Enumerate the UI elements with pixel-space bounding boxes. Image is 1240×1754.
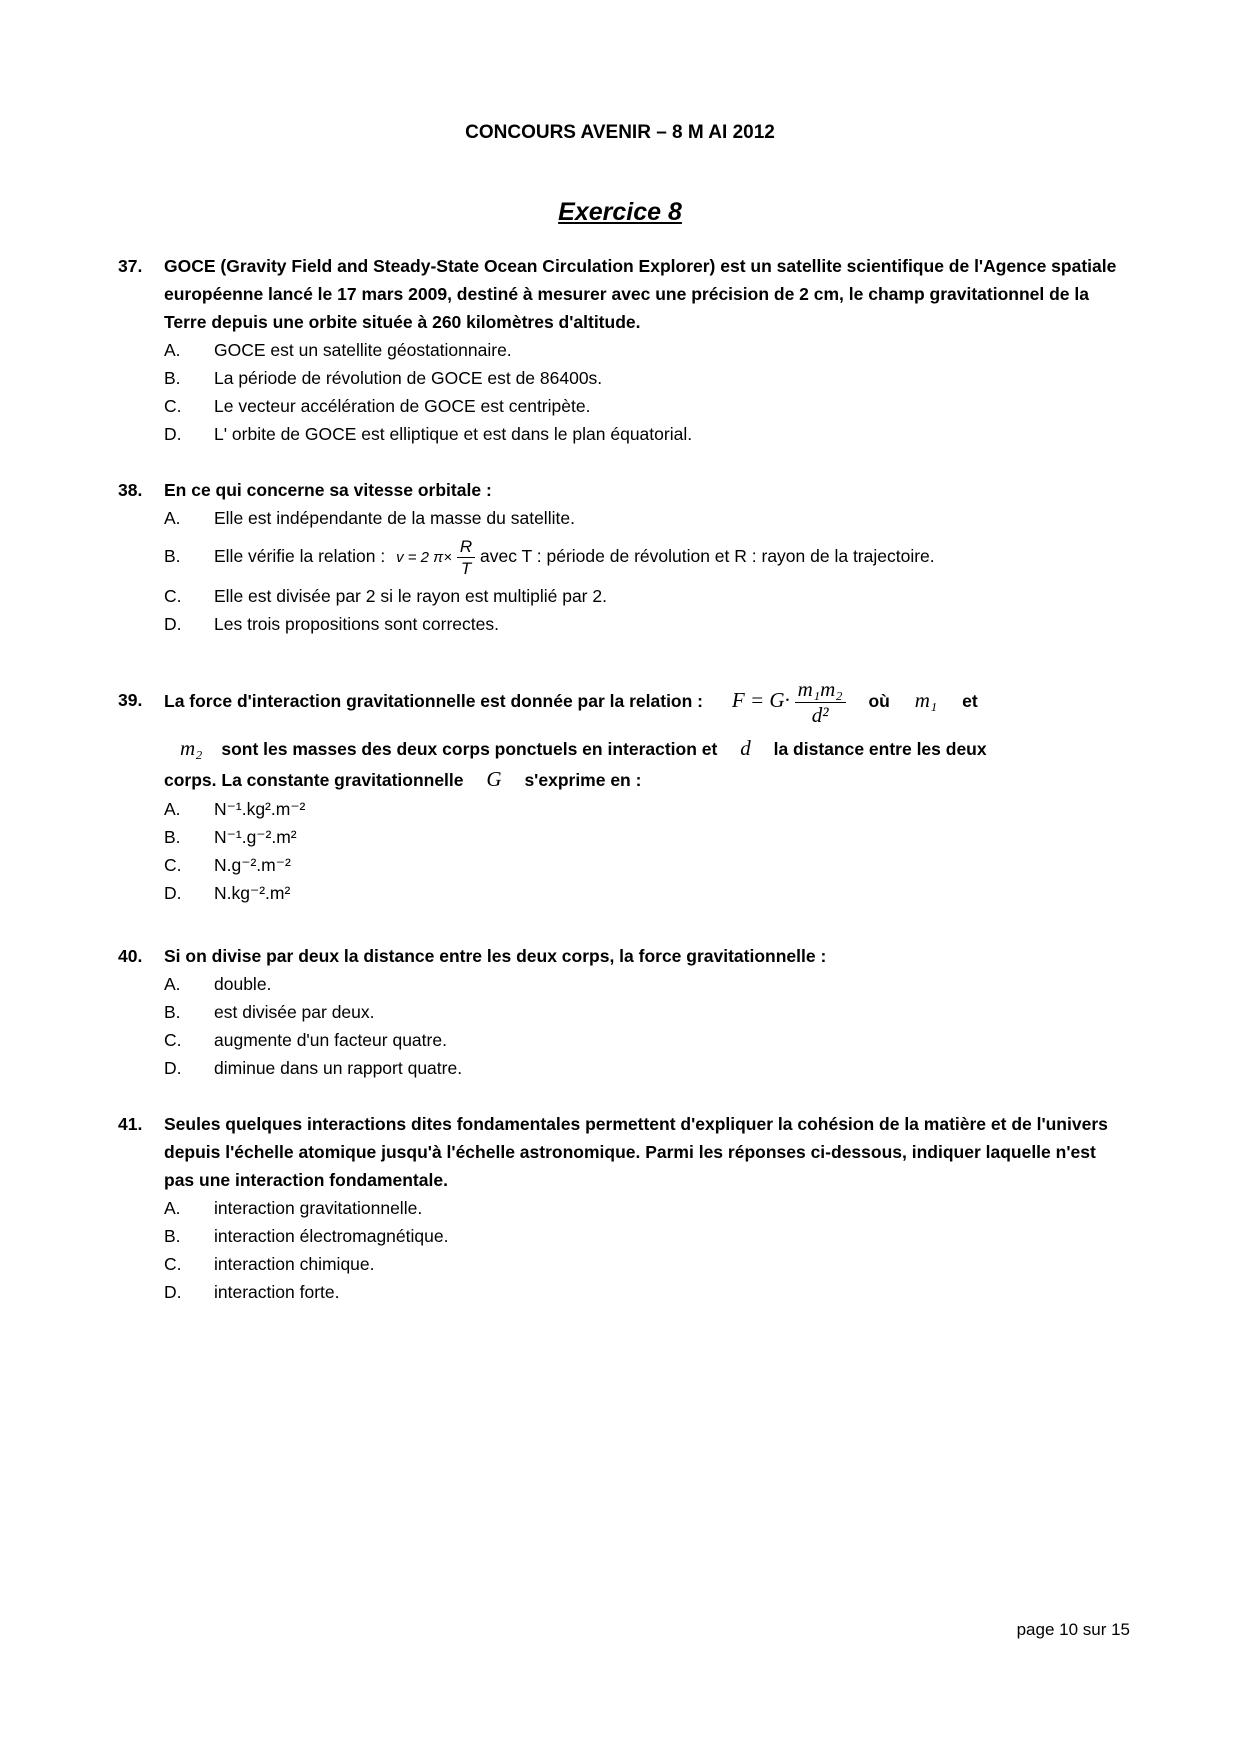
question-39: [118, 672, 1128, 907]
option-text: interaction électromagnétique.: [214, 1226, 449, 1246]
option-text: N⁻¹.kg².m⁻²: [214, 799, 306, 819]
option-letter: B.: [164, 368, 181, 388]
question-number: 39.: [118, 690, 143, 710]
option-text: N⁻¹.g⁻².m²: [214, 827, 297, 847]
option-letter: A.: [164, 340, 181, 360]
option-text: L' orbite de GOCE est elliptique et est dans le plan équatorial.: [214, 424, 693, 444]
option-a[interactable]: [118, 1194, 1128, 1222]
symbol-m2: m₂: [180, 736, 203, 760]
question-text: s'exprime en :: [524, 770, 642, 790]
question-37-stem: [118, 252, 1128, 336]
question-number: 40.: [118, 946, 143, 966]
question-number: 38.: [118, 480, 143, 500]
question-text: La force d'interaction gravitationnelle est donnée par la relation :: [164, 691, 703, 711]
option-letter: D.: [164, 614, 182, 634]
option-letter: D.: [164, 424, 182, 444]
option-letter: B.: [164, 546, 181, 566]
option-text-suffix: avec T : période de révolution et R : rayon de la trajectoire.: [480, 546, 935, 566]
option-d[interactable]: [118, 1278, 1128, 1306]
option-b[interactable]: [118, 364, 1128, 392]
option-letter: B.: [164, 827, 181, 847]
option-a[interactable]: [118, 795, 1128, 823]
question-number: 41.: [118, 1114, 143, 1134]
option-text: interaction chimique.: [214, 1254, 375, 1274]
option-letter: A.: [164, 1198, 181, 1218]
option-a[interactable]: [118, 336, 1128, 364]
option-letter: D.: [164, 1058, 182, 1078]
option-b[interactable]: [118, 823, 1128, 851]
text-ou: où: [868, 691, 890, 711]
option-text: Les trois propositions sont correctes.: [214, 614, 499, 634]
symbol-G: G: [486, 767, 502, 791]
option-text: Le vecteur accélération de GOCE est centripète.: [214, 396, 591, 416]
option-text-prefix: Elle vérifie la relation :: [214, 546, 386, 566]
question-40-stem: [118, 942, 1128, 970]
question-text: corps. La constante gravitationnelle: [164, 770, 464, 790]
option-letter: A.: [164, 508, 181, 528]
option-text: N.kg⁻².m²: [214, 883, 291, 903]
question-41-stem: [118, 1110, 1128, 1194]
question-38: [118, 476, 1128, 638]
option-a[interactable]: [118, 504, 1128, 532]
option-letter: C.: [164, 1254, 182, 1274]
option-d[interactable]: [118, 879, 1128, 907]
question-number: 37.: [118, 256, 143, 276]
question-41: [118, 1110, 1128, 1306]
option-b[interactable]: [118, 1222, 1128, 1250]
question-37: [118, 252, 1128, 448]
question-text: En ce qui concerne sa vitesse orbitale :: [164, 480, 492, 500]
symbol-d: d: [740, 736, 751, 760]
symbol-m1: m₁: [914, 688, 938, 712]
option-text: Elle est divisée par 2 si le rayon est multiplié par 2.: [214, 586, 607, 606]
option-letter: B.: [164, 1002, 181, 1022]
option-text: double.: [214, 974, 272, 994]
question-39-stem-line1: [118, 672, 1128, 729]
question-text: sont les masses des deux corps ponctuels en interaction et: [221, 739, 718, 759]
option-b[interactable]: [118, 998, 1128, 1026]
option-letter: C.: [164, 396, 182, 416]
option-letter: C.: [164, 586, 182, 606]
formula-denominator: T: [460, 558, 472, 578]
question-text: Seules quelques interactions dites fondamentales permettent d'expliquer la cohésion de la matière et de l'univers depuis l'échelle atomique jusqu'à l'échelle astronomique. Parmi les réponses ci-dessous, indiquer laquelle n'est pas une interaction fondamentale.: [164, 1114, 1108, 1190]
option-letter: A.: [164, 799, 181, 819]
question-39-stem-line2: [118, 733, 1128, 764]
question-38-stem: [118, 476, 1128, 504]
option-c[interactable]: [118, 392, 1128, 420]
question-39-stem-line3: [118, 764, 1128, 795]
option-text: N.g⁻².m⁻²: [214, 855, 291, 875]
option-letter: D.: [164, 883, 182, 903]
option-c[interactable]: [118, 1026, 1128, 1054]
option-letter: C.: [164, 855, 182, 875]
text-et: et: [962, 691, 978, 711]
option-c[interactable]: [118, 851, 1128, 879]
question-text: la distance entre les deux: [773, 739, 987, 759]
question-40: [118, 942, 1128, 1082]
formula-denominator: d²: [811, 702, 829, 727]
option-d[interactable]: [118, 610, 1128, 638]
option-a[interactable]: [118, 970, 1128, 998]
page-header: CONCOURS AVENIR – 8 M AI 2012: [465, 122, 775, 143]
question-text: GOCE (Gravity Field and Steady-State Ocean Circulation Explorer) est un satellite scientifique de l'Agence spatiale européenne lancé le 17 mars 2009, destiné à mesurer avec une précision de 2 cm, le champ gravitationnel de la Terre depuis une orbite située à 260 kilomètres d'altitude.: [164, 256, 1117, 332]
option-letter: B.: [164, 1226, 181, 1246]
option-text: interaction gravitationnelle.: [214, 1198, 423, 1218]
option-d[interactable]: [118, 420, 1128, 448]
option-text: La période de révolution de GOCE est de 86400s.: [214, 368, 603, 388]
option-d[interactable]: [118, 1054, 1128, 1082]
option-letter: A.: [164, 974, 181, 994]
option-text: diminue dans un rapport quatre.: [214, 1058, 463, 1078]
exercise-title: [0, 198, 1240, 227]
option-text: est divisée par deux.: [214, 1002, 375, 1022]
formula-velocity: v = 2 π×: [396, 549, 452, 566]
option-text: interaction forte.: [214, 1282, 340, 1302]
option-text: GOCE est un satellite géostationnaire.: [214, 340, 512, 360]
option-c[interactable]: [118, 1250, 1128, 1278]
formula-fraction: [457, 538, 475, 577]
formula-fraction: [795, 676, 846, 727]
option-text: Elle est indépendante de la masse du satellite.: [214, 508, 575, 528]
option-text: augmente d'un facteur quatre.: [214, 1030, 447, 1050]
formula-numerator: m₁m₂: [795, 679, 846, 703]
formula-numerator: R: [457, 538, 475, 558]
option-b[interactable]: [118, 532, 1128, 582]
option-letter: C.: [164, 1030, 182, 1050]
formula-force-lhs: F = G·: [731, 688, 790, 712]
exercise-title-text: Exercice 8: [558, 198, 682, 226]
option-c[interactable]: [118, 582, 1128, 610]
option-letter: D.: [164, 1282, 182, 1302]
question-text: Si on divise par deux la distance entre les deux corps, la force gravitationnelle :: [164, 946, 827, 966]
page-number: page 10 sur 15: [1016, 1620, 1130, 1639]
